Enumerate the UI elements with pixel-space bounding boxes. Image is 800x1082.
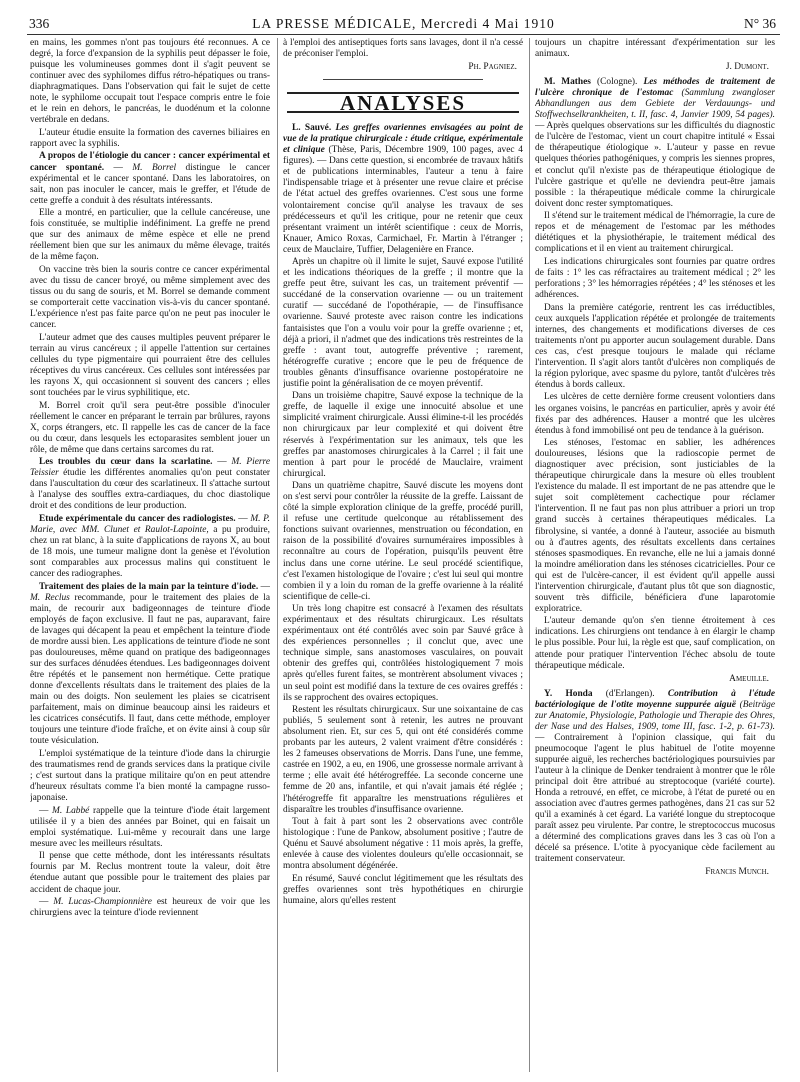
paragraph: L'auteur étudie ensuite la formation des cavernes biliaires en rapport avec la syphilis.: [30, 127, 270, 149]
article-author: M. Borrel: [132, 162, 177, 173]
article-heading: Traitement des plaies de la main par la teinture d'iode.: [39, 581, 259, 592]
paragraph: Elle a montré, en particulier, que la cellule cancéreuse, une fois constituée, se multiplie indéfiniment. La greffe ne prend que sur des animaux de même espèce et elle ne prend réellement bien que sur les animaux du même élevage, traités de la même façon.: [30, 208, 270, 263]
paragraph: Après un chapitre où il limite le sujet, Sauvé expose l'utilité et les indications théoriques de la greffe ; il montre que la greffe peut être, suivant les cas, un traitement préventif — succédané de la conservation ovarienne — ou un traitement curatif — succédané de l'opothérapie, — de l'insuffisance ovarienne. Sauvé proteste avec raison contre les indications fantaisistes que l'on a voulu voir pour la greffe ovarienne ; et, déjà a priori, il n'admet que des indications très restreintes de la greffe : avant tout, autogreffe préventive ; rarement, hétérogreffe curative ; encore que le peu de fréquence de troubles gênants d'insuffisance ovarienne postopératoire ne justifie point la généralisation de ce moyen préventif.: [283, 257, 523, 389]
paragraph: Dans un troisième chapitre, Sauvé expose la technique de la greffe, de laquelle il exige une innocuité absolue et une simplicité vraiment chirurgicale. Aussi élimine-t-il les procédés non chirurgicaux par leur complexité et qui doivent être réservés à l'expérimentation sur les animaux, tels que les greffes par anastomoses chirurgicales à la Carrel ; il fait une mention à part pour le procédé de Mauclaire, vraiment chirurgical.: [283, 391, 523, 479]
paragraph: Après quelques observations sur les difficultés du diagnostic de l'ulcère de l'estomac, vient un court chapitre intitulé « Essai de thérapeutique étiologique ». L'auteur y passe en revue quelques théories pathogéniques, y compris les siennes propres, et conclut qu'il n'existe pas de thérapeutique étiologique de l'ulcère gastrique et qu'elle ne deviendra peut-être jamais possible : la thérapeutique médicale comme la chirurgicale doivent donc rester symptomatiques.: [535, 121, 775, 209]
column-divider: [277, 38, 278, 1072]
article-heading: A propos de l'étiologie du cancer : cancer expérimental et cancer spontané.: [30, 151, 270, 173]
paragraph: Dans un quatrième chapitre, Sauvé discute les moyens dont on s'est servi pour contrôler la réussite de la greffe. Laissant de côté la simple exploration clinique de la greffe, procédé purill, il refuse une certitude quelconque au rétablissement des fonctions suivant ovariennes, menstruation ou fécondation, en raison de la possibilité d'ovaires surnuméraires impossibles à reconnaître au cours de l'opération, puisqu'ils peuvent être inclus dans une corne utérine. Le seul procédé scientifique, c'est l'examen histologique de l'ovaire ; c'est lui seul qui montre combien il y a loin du roman de la greffe ovarienne à la réalité scientifique de celle-ci.: [283, 481, 523, 602]
column-divider: [529, 38, 530, 1072]
separator: [323, 79, 483, 80]
article-author: Y. Honda: [544, 688, 593, 699]
paragraph: est heureux de voir que les chirurgiens avec la teinture d'iode reviennent: [30, 897, 270, 919]
paragraph: Les ulcères de cette dernière forme creusent volontiers dans les organes voisins, le pancréas en particulier, après y avoir été fixés par des adhérences. Hauser a montré que les ulcères étendus à fond immobilisé ont peu de tendance à la guérison.: [535, 392, 775, 436]
paragraph: On vaccine très bien la souris contre ce cancer expérimental avec du tissu de cancer broyé, ou même simplement avec des tissus ou du sang de souris, et M. Borrel se demande comment se comporterait cette vaccination vis-à-vis du cancer spontané. L'expérience n'est pas faite parce qu'on ne peut pas inoculer le cancer.: [30, 264, 270, 331]
paragraph: Les sténoses, l'estomac en sablier, les adhérences douloureuses, lésions que la radioscopie permet de diagnostiquer avec précision, sont justiciables de la thérapeutique chirurgicale dans la mesure où elles troublent l'existence du malade. Il est important de ne pas attendre que le sujet soit complètement cachectique pour réclamer l'intervention. Il ne faut pas non plus attribuer a priori un trop grand succès à certaines thérapeutiques médicales. La fibrolysine, si vantée, a donné à l'auteur, associée au bismuth ou à d'autres agents, des résultats excellents dans certaines sténoses spasmodiques. En revanche, elle ne lui a jamais donné la moindre amélioration dans les sténoses cicatricielles. Pour ce qui est de l'ulcère-cancer, il est évident qu'il appelle aussi l'intervention chirurgicale, d'autant plus tôt que son diagnostic, souvent très difficile, bénéficiera d'une laparotomie exploratrice.: [535, 438, 775, 614]
article-heading: Les méthodes de traitement de l'ulcère chronique de l'estomac: [535, 77, 775, 99]
article: Traitement des plaies de la main par la teinture d'iode. — M. Reclus recommande, pour le traitement des plaies de la main, de recourir aux badigeonnages de teinture d'iode employés de façon exclusive. Il faut ne pas, auparavant, faire de lavages qui décapent la peau et empêchent la teinture d'iode de mordre aussi bien. Les applications de teinture d'iode ne sont pas douloureuses, même quand on pratique des badigeonnages sur des surfaces dénudées étendues. Les badigeonnages doivent être répétés et le pansement non hermétique. Cette pratique donne d'excellents résultats dans le traitement des plaies de la main ou des doigts. Non seulement les plaies se cicatrisent parfaitement, mais on diminue beaucoup ainsi les raideurs et les cicatrices consécutifs. Il faut, dans cette méthode, employer toujours une teinture d'iode fraîche, et on évite ainsi à coup sûr toute vésiculation.: [30, 581, 270, 747]
paragraph: à l'emploi des antiseptiques forts sans lavages, dont il n'a cessé de préconiser l'emploi.: [283, 38, 523, 60]
article-author: M. Pierre Teissier: [30, 457, 270, 479]
paragraph: Restent les résultats chirurgicaux. Sur une soixantaine de cas publiés, 5 seulement sont à retenir, les autres ne prouvant absolument rien. Et, sur ces 5, qui ont été considérés comme probants par les auteurs, 2 valent vraiment d'être considérés : les 2 fameuses observations de Morris. Dans l'une, une femme, castrée en 1902, a eu, en 1906, une grossesse normale arrivant à terme ; elle avait été hétérogreffée. La seconde concerne une femme de 20 ans, infantile, et qui n'avait jamais été réglée ; l'hétérogreffe fit apparaître les menstruations régulières et disparaître les troubles d'insuffisance ovarienne.: [283, 705, 523, 815]
signature: Ameuille.: [729, 673, 769, 684]
signature: Ph. Pagniez.: [468, 62, 517, 73]
paragraph: Les indications chirurgicales sont fournies par quatre ordres de faits : 1° les cas réfractaires au traitement médical ; 2° les perforations ; 3° les hémorragies répétées ; 4° les sténoses et les adhérences.: [535, 256, 775, 301]
article-author: M. Mathes: [544, 77, 591, 88]
page-number: 336: [29, 16, 50, 31]
article: L. Sauvé. Les greffes ovariennes envisagées au point de vue de la pratique chirurgicale : étude critique, expérimentale et clinique (Thèse, Paris, Décembre 1909, 100 pages, avec 4 figures). — Dans cette question, si encombrée de travaux hâtifs et de publications interminables, l'auteur a tenu à faire l'indispensable triage et à présenter une revue claire et précise de l'état actuel des greffes ovariennes. C'est sous une forme volontairement concise qu'il analyse les travaux de ses prédécesseurs et qu'il les critique, pour ne retenir que ceux présentant vraiment un intérêt scientifique : ceux de Morris, Knauer, Amico Roxas, Carmichael, Fr. Martin à l'étranger ; ceux de Mauclaire, Tuffier, Delagenière en France.: [283, 123, 523, 255]
article-reference: (Thèse, Paris, Décembre 1909, 100 pages, avec 4 figures).: [283, 145, 523, 167]
paragraph: Dans cette question, si encombrée de travaux hâtifs et de publications interminables, l'auteur a tenu à faire l'indispensable triage et à présenter une revue claire et précise de l'état actuel des greffes ovariennes. C'est sous une forme volontairement concise qu'il analyse les travaux de ses prédécesseurs et qu'il les critique, pour ne retenir que ceux présentant vraiment un intérêt scientifique : ceux de Morris, Knauer, Amico Roxas, Carmichael, Fr. Martin à l'étranger ; ceux de Mauclaire, Tuffier, Delagenière en France.: [283, 156, 523, 255]
article-heading: Les troubles du cœur dans la scarlatine.: [39, 457, 213, 468]
paragraph: Il pense que cette méthode, dont les intéressants résultats fournis par M. Reclus montrent toute la valeur, doit être étendue autant que possible pour le traitement des plaies par accident de chaque jour.: [30, 851, 270, 895]
column-middle: [283, 38, 523, 1074]
paragraph: rappelle que la teinture d'iode était largement utilisée il y a bien des années par Boinet, qui en faisait un emploi systématique. Lui-même y recourait dans une large mesure avec les meilleurs résultats.: [30, 805, 270, 849]
newspaper-title: LA PRESSE MÉDICALE, Mercredi 4 Mai 1910: [252, 16, 555, 31]
paragraph: étudie les différentes anomalies qu'on peut constater dans l'auscultation du cœur des scarlatineux. Il s'attache surtout à l'analyse des souffles extra-cardiaques, du choc diastolique droit et des conditions de leur production.: [30, 468, 270, 512]
article-place: (Cologne).: [597, 77, 638, 88]
article-place: (d'Erlangen).: [605, 688, 655, 699]
column-right: [535, 38, 775, 1074]
paragraph: distingue le cancer expérimental et le cancer spontané. Dans les laboratoires, on sait, non pas inoculer le cancer, mais le greffer, et l'étude de cette greffe a conduit à des résultats intéressants.: [30, 162, 270, 206]
paragraph: Dans la première catégorie, rentrent les cas irréductibles, ceux auxquels l'application répétée et prolongée de traitements internes, des changements et modifications diverses de ces traitements n'ont pu apporter aucun soulagement durable. Dans ces cas, c'est presque toujours le malade qui réclame l'intervention. Il s'agit alors tantôt d'ulcères non compliqués de la région pylorique, avec spasme du pylore, tantôt d'ulcères très étendus à bords calleux.: [535, 302, 775, 390]
paragraph: M. Borrel croit qu'il sera peut-être possible d'inoculer réellement le cancer en préparant le terrain par brûlures, rayons X, corps étrangers, etc. Il rappelle les cas de cancer de la face ou du cœur, dans lesquels les ectoparasites semblent jouer un rôle, de même que dans certains sarcomes du rat.: [30, 400, 270, 455]
article-author: M. Labbé: [52, 805, 90, 816]
paragraph: Il s'étend sur le traitement médical de l'hémorragie, la cure de repos et de ménagement de l'estomac par les méthodes diététiques et la physiothérapie, le traitement médical des complications et il en vient au traitement chirurgical.: [535, 211, 775, 255]
header-rule: [27, 34, 780, 35]
article-author: M. Reclus: [30, 592, 70, 603]
article: A propos de l'étiologie du cancer : cancer expérimental et cancer spontané. — M. Borrel distingue le cancer expérimental et le cancer spontané. Dans les laboratoires, on sait, non pas inoculer le cancer, mais le greffer, et l'étude de cette greffe a conduit à des résultats intéressants.: [30, 151, 270, 206]
article-author: M. P. Marie, avec MM. Clunet et Raulot-Lapointe,: [30, 513, 270, 536]
paragraph: Tout à fait à part sont les 2 observations avec contrôle histologique : l'une de Pankow, absolument positive ; l'autre de Quénu et Sauvé absolument négative : 11 mois après, la greffe, enlevée à cause des violentes douleurs qu'elle occasionnait, se montra absolument dégénérée.: [283, 817, 523, 872]
paragraph: a pu produire, chez un rat blanc, à la suite d'applications de rayons X, au bout de 18 mois, une tumeur maligne dont la genèse et l'évolution sont comparables aux processus malins qui constituent le cancer des radiographes.: [30, 525, 270, 580]
issue-number: N° 36: [743, 16, 776, 31]
article: Etude expérimentale du cancer des radiologistes. — M. P. Marie, avec MM. Clunet et Raulot-Lapointe, a pu produire, chez un rat blanc, à la suite d'applications de rayons X, au bout de 18 mois, une tumeur maligne dont la genèse et l'évolution sont comparables aux processus malins qui constituent le cancer des radiographes.: [30, 513, 270, 580]
signature: J. Dumont.: [725, 62, 769, 73]
paragraph: L'emploi systématique de la teinture d'iode dans la chirurgie des traumatismes rend de grands services dans la pratique civile ; c'est surtout dans la pratique militaire qu'on en peut attendre d'heureux résultats comme l'a bien monté la campagne russo-japonaise.: [30, 748, 270, 804]
article: — M. Labbé rappelle que la teinture d'iode était largement utilisée il y a bien des années par Boinet, qui en faisait un emploi systématique. Lui-même y recourait dans une large mesure avec les meilleurs résultats.: [30, 805, 270, 849]
paragraph: Contrairement à l'opinion classique, qui fait du pneumocoque l'agent le plus habituel de l'otite moyenne suppurée aiguë, les recherches bactériologiques poursuivies par l'auteur à la clinique de Denker tendraient à montrer que le rôle principal doit être attribué au streptocoque (variété courte). Honda a retrouvé, en effet, ce microbe, à l'état de pureté ou en association avec d'autres germes pathogènes, dans 21 cas sur 52 qu'il a examinés à cet égard. La variété longue du streptocoque paraît assez peu virulente. Par contre, le streptococcus mucosus a déterminé des complications graves dans les 3 cas où l'on a décelé sa présence. L'otite à pyocyanique cède facilement au traitement conservateur.: [535, 732, 775, 865]
article-heading: Contribution à l'étude bactériologique de l'otite moyenne suppurée aiguë: [535, 688, 775, 710]
paragraph: En résumé, Sauvé conclut légitimement que les résultats des greffes ovariennes sont très hypothétiques en chirurgie humaine, alors qu'elles restent: [283, 873, 523, 906]
paragraph: L'auteur demande qu'on s'en tienne étroitement à ces indications. Les chirurgiens ont tendance à en élargir le champ le plus possible. Pour lui, la règle est que, sauf complication, on attende pour pratiquer l'intervention l'échec absolu de toute thérapeutique médicale.: [535, 616, 775, 671]
paragraph: L'auteur admet que des causes multiples peuvent préparer le terrain au virus cancéreux ; il appelle l'attention sur certaines cellules du type pigmentaire qui pourraient être des cellules réceptives du virus cancéreux. Ces cellules sont intéressées par les rayons X, qui occasionnent si souvent des cancers ; elles sont touchées par le virus syphilitique, etc.: [30, 332, 270, 398]
paragraph: recommande, pour le traitement des plaies de la main, de recourir aux badigeonnages de teinture d'iode employés de façon exclusive. Il faut ne pas, auparavant, faire de lavages qui décapent la peau et empêchent la teinture d'iode de mordre aussi bien. Les applications de teinture d'iode ne sont pas douloureuses, même quand on pratique des badigeonnages sur des surfaces dénudées étendues. Les badigeonnages doivent être répétés et le pansement non hermétique. Cette pratique donne d'excellents résultats dans le traitement des plaies de la main ou des doigts. Non seulement les plaies se cicatrisent parfaitement, mais on diminue beaucoup ainsi les raideurs et les cicatrices consécutifs. Il faut, dans cette méthode, employer toujours une teinture d'iode fraîche, et on évite ainsi à coup sûr toute vésiculation.: [30, 592, 270, 747]
article-reference: (Beiträge zur Anatomie, Physiologie, Pathologie und Therapie des Ohres, der Nase und des Halses, 1909, tome III, fasc. 1-2, p. 61-73).: [535, 699, 775, 732]
article: Y. Honda (d'Erlangen). Contribution à l'étude bactériologique de l'otite moyenne suppurée aiguë (Beiträge zur Anatomie, Physiologie, Pathologie und Therapie des Ohres, der Nase und des Halses, 1909, tome III, fasc. 1-2, p. 61-73). — Contrairement à l'opinion classique, qui fait du pneumocoque l'agent le plus habituel de l'otite moyenne suppurée aiguë, les recherches bactériologiques poursuivies par l'auteur à la clinique de Denker tendraient à montrer que le rôle principal doit être attribué au streptocoque (variété courte). Honda a retrouvé, en effet, ce microbe, à l'état de pureté ou en association avec d'autres germes pathogènes, dans 21 cas sur 52 qu'il a examinés à cet égard. La variété longue du streptocoque paraît assez peu virulente. Par contre, le streptococcus mucosus a déterminé des complications graves dans les 3 cas où l'on a décelé sa présence. L'otite à pyocyanique cède facilement au traitement conservateur.: [535, 688, 775, 865]
article-author: M. Lucas-Championnière: [53, 897, 152, 908]
page-header: [27, 16, 780, 34]
article-heading: Les greffes ovariennes envisagées au point de vue de la pratique chirurgicale : étude critique, expérimentale et clinique: [283, 123, 523, 156]
paragraph: toujours un chapitre intéressant d'expérimentation sur les animaux.: [535, 38, 775, 60]
article: M. Mathes (Cologne). Les méthodes de traitement de l'ulcère chronique de l'estomac (Sammlung zwangloser Abhandlungen aus dem Gebiete der Verdauungs- und Stoffwechselkrankheiten, t. II, fasc. 4, Janvier 1909, 54 pages). — Après quelques observations sur les difficultés du diagnostic de l'ulcère de l'estomac, vient un court chapitre intitulé « Essai de thérapeutique étiologique ». L'auteur y passe en revue quelques théories pathogéniques, y compris les siennes propres, et conclut qu'il n'existe pas de thérapeutique étiologique de l'ulcère gastrique et qu'elle ne deviendra peut-être jamais possible : la thérapeutique médicale comme la chirurgicale doivent donc rester symptomatiques.: [535, 77, 775, 209]
paragraph: Un très long chapitre est consacré à l'examen des résultats expérimentaux et des résultats chirurgicaux. Les résultats expérimentaux ont été contrôlés avec soin par Sauvé grâce à des expériences personnelles ; il conclut que, avec une technique simple, sans anastomoses vasculaires, on pouvait obtenir des greffes qui, contrôlées histologiquement 7 mois après qu'elles furent faites, se montrèrent absolument vivaces ; un seul point est modifié dans la texture de ces ovaires greffés : ils se rapprochent des ovaires ectopiques.: [283, 604, 523, 703]
article-heading: Etude expérimentale du cancer des radiologistes.: [39, 513, 236, 524]
signature: Francis Munch.: [705, 867, 769, 878]
article-author: L. Sauvé.: [292, 123, 332, 134]
article-reference: (Sammlung zwangloser Abhandlungen aus dem Gebiete der Verdauungs- und Stoffwechselkrankheiten, t. II, fasc. 4, Janvier 1909, 54 pages).: [535, 88, 775, 121]
article: Les troubles du cœur dans la scarlatine. — M. Pierre Teissier étudie les différentes anomalies qu'on peut constater dans l'auscultation du cœur des scarlatineux. Il s'attache surtout à l'analyse des souffles extra-cardiaques, du choc diastolique droit et des conditions de leur production.: [30, 457, 270, 512]
article: — M. Lucas-Championnière est heureux de voir que les chirurgiens avec la teinture d'iode reviennent: [30, 897, 270, 919]
section-title: ANALYSES: [287, 92, 519, 113]
paragraph: en mains, les gommes n'ont pas toujours été reconnues. A ce degré, la force d'expansion de la syphilis peut dépasser le foie, puisque les volumineuses gommes dont il s'agit peuvent se continuer avec des syphilomes diffus rétro-hépatiques ou trans-diaphragmatiques. Dans l'observation qui fait le sujet de cette note, le syphilome occupait tout l'espace compris entre le foie et le rein en dehors, le pancréas, le duodénum et la colonne vertébrale en dedans.: [30, 38, 270, 126]
column-left: [30, 38, 270, 1074]
